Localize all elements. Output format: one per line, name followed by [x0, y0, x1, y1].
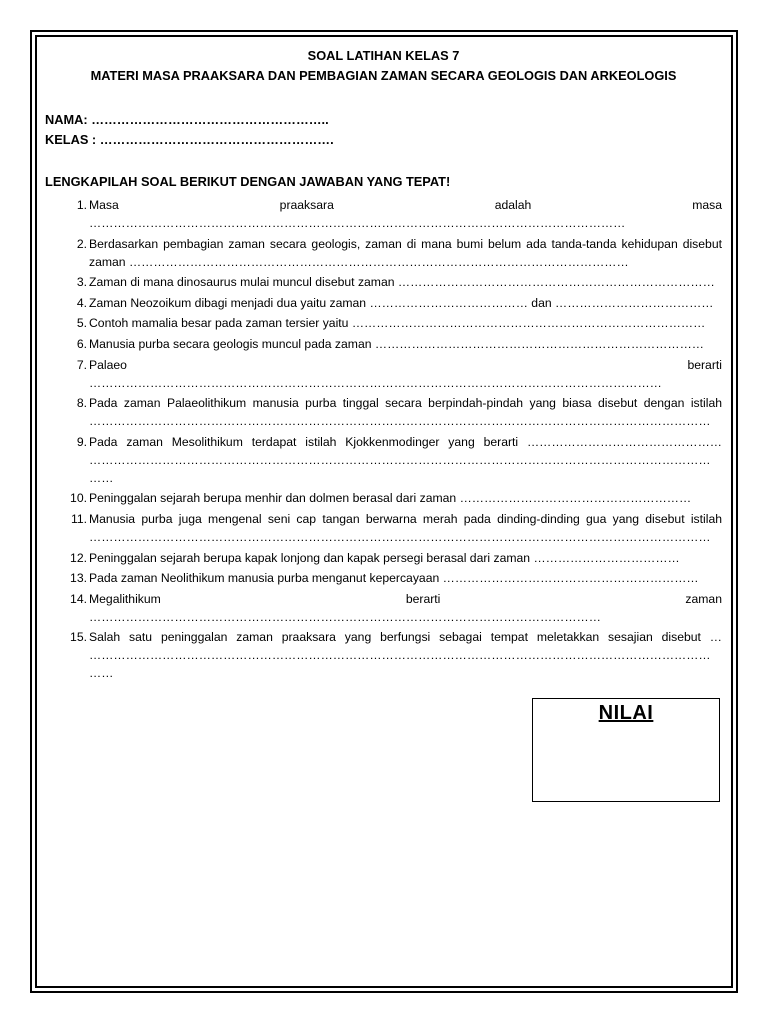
nama-field: NAMA: ……………………………………………….. [45, 112, 329, 127]
question-item [45, 549, 722, 567]
question-number: 2. [76, 236, 87, 251]
question-number: 4. [76, 295, 87, 310]
student-fields [45, 110, 722, 150]
question-number: 15. [70, 630, 87, 645]
question-text: Masa praaksara adalah masa …………………………………………………………………………………………………………………… [89, 198, 726, 230]
question-number: 8. [76, 396, 87, 411]
question-text: Manusia purba juga mengenal seni cap tangan berwarna merah pada dinding-dinding gua yang disebut istilah ……………………………………………………………………………………………………………………………………… [89, 511, 726, 544]
question-number: 3. [76, 275, 87, 290]
score-box [532, 698, 720, 802]
question-number: 14. [70, 591, 87, 606]
question-text: Peninggalan sejarah berupa kapak lonjong dan kapak persegi berasal dari zaman ……………………………… [89, 550, 680, 565]
instruction-heading: LENGKAPILAH SOAL BERIKUT DENGAN JAWABAN YANG TEPAT! [45, 174, 451, 189]
question-item [45, 356, 726, 392]
question-item [45, 394, 726, 430]
question-number: 11. [70, 511, 87, 526]
question-text: Pada zaman Mesolithikum terdapat istilah Kjokkenmodinger yang berarti ………………………………………… …………………………………………………………………………………………………………………………………………… [89, 434, 726, 485]
question-item [45, 314, 722, 332]
kelas-field: KELAS : ………………………………………………. [45, 132, 334, 147]
question-number: 10. [70, 491, 87, 506]
title-line-2: MATERI MASA PRAAKSARA DAN PEMBAGIAN ZAMAN SECARA GEOLOGIS DAN ARKEOLOGIS [90, 68, 677, 83]
question-text: Manusia purba secara geologis muncul pada zaman ……………………………………………………………………… [89, 336, 704, 351]
question-number: 12. [70, 550, 87, 565]
worksheet-title [45, 46, 722, 86]
question-text: Berdasarkan pembagian zaman secara geologis, zaman di mana bumi belum ada tanda-tanda kehidupan disebut zaman …………………………………………………………………………………………………………… [89, 236, 726, 269]
question-item [45, 294, 722, 312]
question-item [45, 590, 726, 626]
question-text: Palaeo berarti …………………………………………………………………………………………………………………………… [89, 357, 726, 390]
question-text: Megalithikum berarti zaman ……………………………………………………………………………………………………………… [89, 591, 726, 624]
question-item [45, 235, 726, 271]
question-text: Salah satu peninggalan zaman praaksara yang berfungsi sebagai tempat meletakkan sesajian disebut … …………………………………………………………………………………………………………………………………………… [89, 630, 726, 681]
question-text: Zaman di mana dinosaurus mulai muncul disebut zaman …………………………………………………………………… [89, 275, 715, 290]
question-text: Pada zaman Neolithikum manusia purba menganut kepercayaan ……………………………………………………… [89, 571, 699, 586]
question-item [45, 489, 722, 507]
question-text: Pada zaman Palaeolithikum manusia purba tinggal secara berpindah-pindah yang biasa disebut dengan istilah ……………………………………………………………………………………………………………………………………… [89, 396, 726, 429]
question-item [45, 196, 726, 232]
question-number: 6. [76, 336, 87, 351]
question-list [45, 196, 726, 682]
question-item [45, 335, 722, 353]
question-number: 13. [70, 571, 87, 586]
question-text: Peninggalan sejarah berupa menhir dan dolmen berasal dari zaman ………………………………………………… [89, 491, 692, 506]
question-number: 7. [76, 357, 87, 372]
question-number: 1. [76, 198, 87, 212]
question-item [45, 433, 726, 487]
question-number: 9. [76, 434, 87, 449]
question-number: 5. [76, 316, 87, 331]
question-item [45, 628, 726, 682]
question-text: Zaman Neozoikum dibagi menjadi dua yaitu zaman ………………………………… dan ………………………………… [89, 295, 714, 310]
score-label: NILAI [598, 702, 654, 724]
question-text: Contoh mamalia besar pada zaman tersier yaitu …………………………………………………………………………… [89, 316, 706, 331]
worksheet-content [45, 46, 726, 685]
question-item [45, 273, 722, 291]
question-item [45, 510, 726, 546]
title-line-1: SOAL LATIHAN KELAS 7 [307, 48, 460, 63]
question-item [45, 569, 722, 587]
